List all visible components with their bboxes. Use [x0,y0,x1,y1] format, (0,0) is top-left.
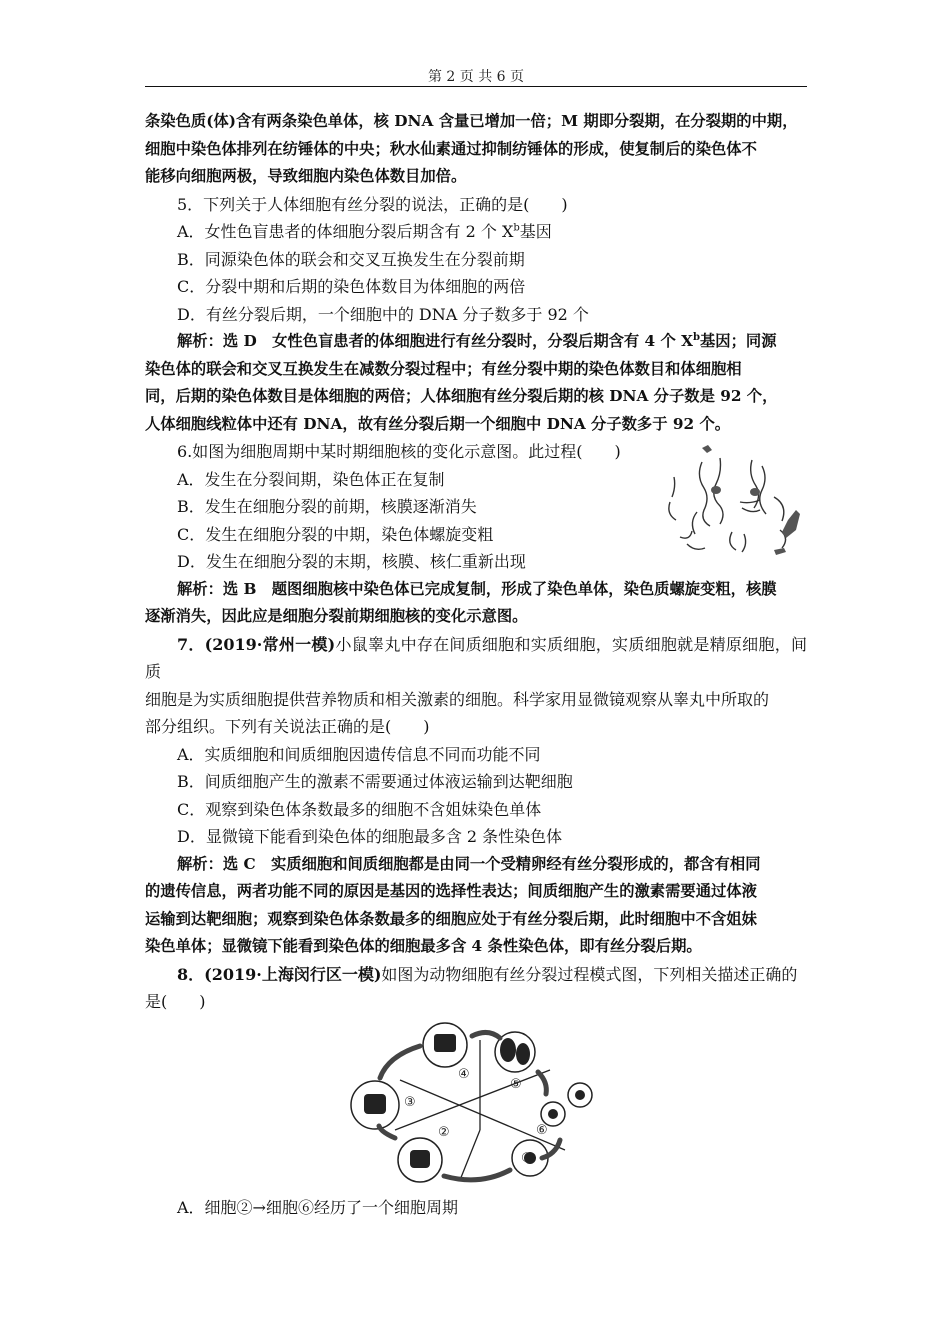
q7-option-b: B．间质细胞产生的激素不需要通过体液运输到达靶细胞 [177,772,573,791]
header-rule [145,86,807,87]
q6-option-b: B．发生在细胞分裂的前期，核膜逐渐消失 [177,497,477,516]
mitosis-cycle-figure [340,1020,620,1190]
q5-option-a: A．女性色盲患者的体细胞分裂后期含有 2 个 $X^b$基因 [177,222,552,241]
figure-label-5: ⑤ [510,1076,522,1092]
intro-line-2: 细胞中染色体排列在纺锤体的中央；秋水仙素通过抑制纺锤体的形成，使复制后的染色体不 [145,139,757,158]
q8-option-a: A．细胞②→细胞⑥经历了一个细胞周期 [177,1197,458,1217]
q6-analysis-line-2: 逐渐消失，因此应是细胞分裂前期细胞核的变化示意图。 [145,607,528,625]
q6-option-d: D．发生在细胞分裂的末期，核膜、核仁重新出现 [177,552,526,571]
divider-line [460,1130,480,1180]
q7-stem-line-2: 细胞是为实质细胞提供营养物质和相关激素的细胞。科学家用显微镜观察从睾丸中所取的 [145,689,770,709]
q7-analysis-line-2: 的遗传信息，两者功能不同的原因是基因的选择性表达；间质细胞产生的激素需要通过体液 [145,882,757,900]
q7-option-a: A．实质细胞和间质细胞因遗传信息不同而功能不同 [177,744,541,764]
figure-label-6: ⑥ [536,1122,548,1138]
q7-stem-line-1: 7．(2019·常州一模)小鼠睾丸中存在间质细胞和实质细胞，实质细胞就是精原细胞，间质 [145,634,807,681]
q7-analysis-line-1: 解析：选 C 实质细胞和间质细胞都是由同一个受精卵经有丝分裂形成的，都含有相同 [177,854,761,873]
figure-label-4: ④ [458,1066,470,1082]
page-header: 第 2 页 共 6 页 [427,69,525,85]
q7-analysis-line-3: 运输到达靶细胞；观察到染色体条数最多的细胞应处于有丝分裂后期，此时细胞中不含姐妹 [145,909,757,928]
figure-label-2: ② [438,1124,450,1140]
q7-analysis-line-4: 染色单体；显微镜下能看到染色体的细胞最多含 4 条性染色体，即有丝分裂后期。 [145,937,702,955]
nucleus-prophase-figure [662,442,807,562]
q5-analysis-line-1: 解析：选 D 女性色盲患者的体细胞进行有丝分裂时，分裂后期含有 4 个 $X^b$基因；同源 [177,331,777,350]
q6-answer-label: 解析：选 B [177,579,257,598]
document-body [145,108,807,1221]
q5-stem: 5．下列关于人体细胞有丝分裂的说法，正确的是( ) [177,194,568,214]
intro-line-3: 能移向细胞两极，导致细胞内染色体数目加倍。 [145,167,467,185]
q5-option-c: C．分裂中期和后期的染色体数目为体细胞的两倍 [177,277,526,296]
q8-stem-line-1: 8．(2019·上海闵行区一模)如图为动物细胞有丝分裂过程模式图，下列相关描述正确的 [177,964,798,984]
q6-analysis-line-1: 解析：选 B 题图细胞核中染色体已完成复制，形成了染色单体，染色质螺旋变粗，核膜 [177,579,777,598]
divider-line [395,1070,550,1130]
q7-source: (2019·常州一模) [204,634,336,654]
q7-answer-label: 解析：选 C [177,854,256,873]
figure-label-3: ③ [404,1094,416,1110]
q7-option-d: D．显微镜下能看到染色体的细胞最多含 2 条性染色体 [177,827,563,846]
q5-analysis-line-4: 人体细胞线粒体中还有 DNA，故有丝分裂后期一个细胞中 DNA 分子数多于 92 个。 [145,414,731,433]
q6-option-c: C．发生在细胞分裂的中期，染色体螺旋变粗 [177,524,494,544]
q6-option-a: A．发生在分裂间期，染色体正在复制 [177,469,445,489]
q7-stem-line-3: 部分组织。下列有关说法正确的是( ) [145,717,430,736]
q8-source: (2019·上海闵行区一模) [204,964,382,984]
q5-answer-label: 解析：选 D [177,332,257,350]
q5-option-d: D．有丝分裂后期，一个细胞中的 DNA 分子数多于 92 个 [177,304,589,324]
figure-label-1: ① [521,1150,533,1166]
q6-stem: 6.如图为细胞周期中某时期细胞核的变化示意图。此过程( ) [177,442,621,461]
q8-stem-line-2: 是( ) [145,992,206,1011]
intro-line-1: 条染色质(体)含有两条染色单体，核 DNA 含量已增加一倍；M 期即分裂期，在分裂期的中期， [145,112,798,130]
q5-option-b: B．同源染色体的联会和交叉互换发生在分裂前期 [177,249,525,269]
q6-block [145,438,807,576]
q7-option-c: C．观察到染色体条数最多的细胞不含姐妹染色单体 [177,799,542,819]
q5-analysis-line-2: 染色体的联会和交叉互换发生在减数分裂过程中；有丝分裂中期的染色体数目和体细胞相 [145,359,742,378]
q5-analysis-line-3: 同，后期的染色体数目是体细胞的两倍；人体细胞有丝分裂后期的核 DNA 分子数是 92 个， [145,387,778,405]
